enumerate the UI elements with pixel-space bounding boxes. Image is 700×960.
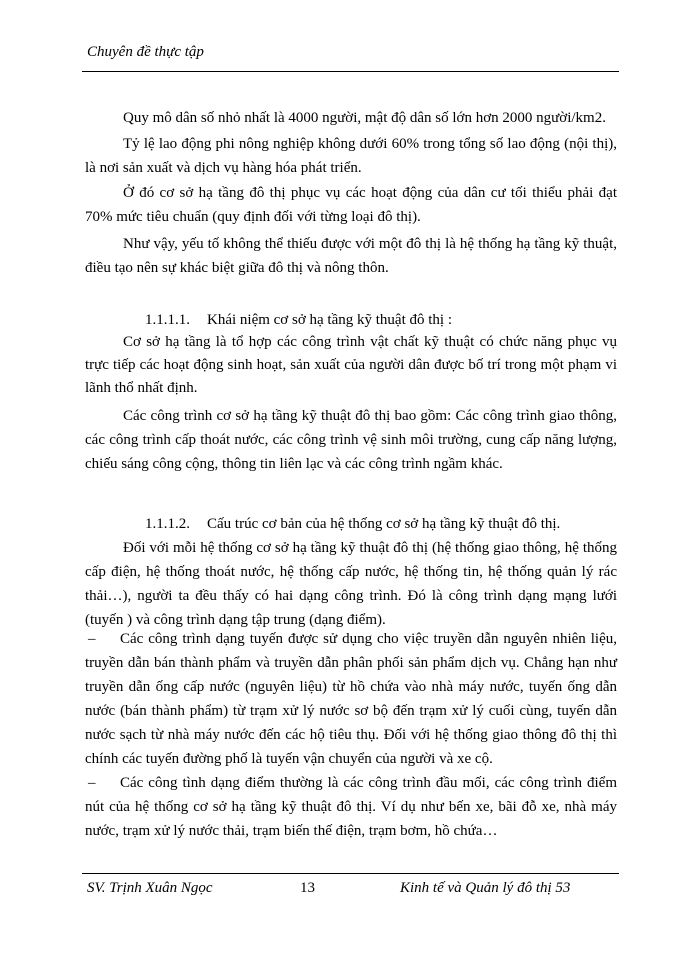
bullet-item [85, 627, 617, 771]
header-rule [82, 71, 619, 72]
bullet-text: Các công tình dạng điểm thường là các công trình đầu mối, các công trình điểm nút của hệ thống cơ sở hạ tầng kỹ thuật đô thị. Ví dụ như bến xe, bãi đỗ xe, nhà máy nước, trạm xử lý nước thải, trạm biến thế điện, trạm bơm, hồ chứa… [85, 775, 617, 839]
section-title: Cấu trúc cơ bản của hệ thống cơ sở hạ tầng kỹ thuật đô thị. [207, 516, 561, 532]
footer-rule [82, 873, 619, 874]
bullet-marker: – [88, 775, 96, 791]
paragraph: Ở đó cơ sở hạ tầng đô thị phục vụ các hoạt động của dân cư tối thiểu phải đạt 70% mức tiêu chuẩn (quy định đối với từng loại đô thị). [85, 185, 617, 225]
section-heading-1111 [145, 310, 452, 330]
section-number: 1.1.1.1. [145, 312, 190, 328]
bullet-marker: – [88, 631, 96, 647]
paragraph: Quy mô dân số nhỏ nhất là 4000 người, mật độ dân số lớn hơn 2000 người/km2. [123, 110, 606, 126]
section-heading-1112 [145, 514, 560, 534]
paragraph: Cơ sở hạ tầng là tổ hợp các công trình vật chất kỹ thuật có chức năng phục vụ trực tiếp các hoạt động sinh hoạt, sản xuất của người dân được bố trí trong một phạm vi lãnh thổ nhất định. [85, 334, 617, 396]
paragraph: Như vậy, yếu tố không thể thiếu được với một đô thị là hệ thống hạ tầng kỹ thuật, điều tạo nên sự khác biệt giữa đô thị và nông thôn. [85, 236, 617, 276]
paragraph: Các công trình cơ sở hạ tầng kỹ thuật đô thị bao gồm: Các công trình giao thông, các công trình cấp thoát nước, các công trình vệ sinh môi trường, cung cấp năng lượng, chiếu sáng công cộng, thông tin liên lạc và các công trình ngầm khác. [85, 408, 617, 472]
bullet-item [85, 771, 617, 843]
page-number: 13 [300, 880, 315, 896]
footer-author: SV. Trịnh Xuân Ngọc [87, 880, 213, 896]
section-number: 1.1.1.2. [145, 516, 190, 532]
paragraph: Đối với mỗi hệ thống cơ sở hạ tầng kỹ thuật đô thị (hệ thống giao thông, hệ thống cấp điện, hệ thống thoát nước, hệ thống cấp nước, hệ thống tin, hệ thống quản lý rác thải…), người ta đều thấy có hai dạng công trình. Đó là công trình dạng mạng lưới (tuyến ) và công trình dạng tập trung (dạng điểm). [85, 540, 617, 628]
bullet-text: Các công trình dạng tuyến được sử dụng cho việc truyền dẫn nguyên nhiên liệu, truyền dẫn bán thành phẩm và truyền dẫn phân phối sản phẩm dịch vụ. Chẳng hạn như truyền dẫn ống cấp nước (nguyên liệu) từ hồ chứa vào nhà máy nước, tuyến ống dẫn nước (bán thành phẩm) từ trạm xử lý nước sơ bộ đến trạm xử lý cuối cùng, tuyến dẫn nước sạch từ nhà máy nước đến các hộ tiêu thụ. Đối với hệ thống giao thông đô thị thì chính các tuyến đường phố là tuyến vận chuyển của người và xe cộ. [85, 631, 617, 767]
paragraph: Tỷ lệ lao động phi nông nghiệp không dưới 60% trong tổng số lao động (nội thị), là nơi sản xuất và dịch vụ hàng hóa phát triển. [85, 136, 617, 176]
page-header-title: Chuyên đề thực tập [87, 44, 204, 60]
section-title: Khái niệm cơ sở hạ tầng kỹ thuật đô thị : [207, 312, 452, 328]
footer-course: Kinh tế và Quản lý đô thị 53 [400, 880, 571, 896]
